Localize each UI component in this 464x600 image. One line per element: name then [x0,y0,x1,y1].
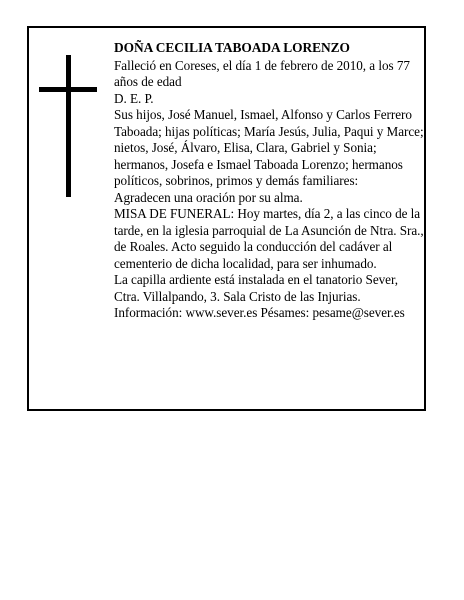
family-list: Sus hijos, José Manuel, Ismael, Alfonso y Carlos Ferrero Taboada; hijas políticas; María Jesús, Julia, Paqui y Marce; nietos, José, Álvaro, Elisa, Clara, Gabriel y Sonia; hermanos, Josefa e Ismael Taboada Lorenzo; hermanos políticos, sobrinos, primos y demás familiares: [114,107,424,188]
cross-horizontal-bar [39,87,97,92]
obituary-notice [27,26,426,411]
notice-text [114,40,426,322]
contact-info: Información: www.sever.es Pésames: pesame@sever.es [114,305,405,320]
death-details: Falleció en Coreses, el día 1 de febrero de 2010, a los 77 años de edad [114,57,410,89]
cross-vertical-bar [66,55,71,197]
deceased-name: DOÑA CECILIA TABOADA LORENZO [114,40,350,55]
chapel-details: La capilla ardiente está instalada en el tanatorio Sever, Ctra. Villalpando, 3. Sala Cristo de las Injurias. [114,272,399,304]
prayer-request: Agradecen una oración por su alma. [114,189,303,205]
cross-icon [39,55,97,197]
funeral-details: MISA DE FUNERAL: Hoy martes, día 2, a las cinco de la tarde, en la iglesia parroquial de La Asunción de Ntra. Sra., de Roales. Acto seguido la conducción del cadáver al cementerio de dicha localidad, para ser inhumado. [114,206,424,271]
rip-line: D. E. P. [114,90,154,106]
